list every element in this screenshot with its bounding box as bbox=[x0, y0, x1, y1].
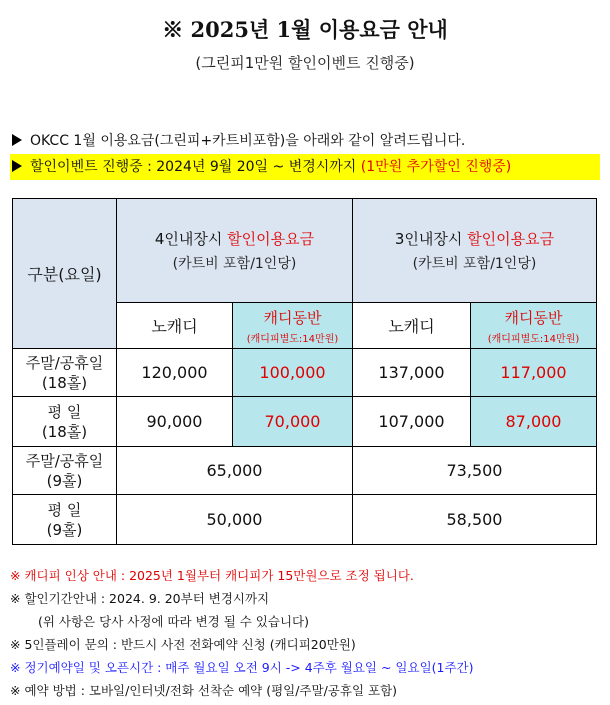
fee-table bbox=[12, 198, 597, 545]
price-cell: 100,000 bbox=[233, 349, 353, 397]
g3-no-caddie-header: 노캐디 bbox=[353, 303, 471, 349]
event-banner bbox=[10, 154, 600, 180]
g4-no-caddie-header: 노캐디 bbox=[117, 303, 233, 349]
group-4-header: 4인내장시 할인이용요금 (카트비 포함/1인당) bbox=[117, 199, 353, 303]
price-cell: 137,000 bbox=[353, 349, 471, 397]
note-5-player: ※ 5인플레이 문의 : 반드시 사전 전화예약 신청 (캐디피20만원) bbox=[10, 637, 356, 652]
triangle-bullet-icon bbox=[12, 160, 22, 172]
table-row bbox=[13, 349, 597, 397]
price-cell: 65,000 bbox=[117, 447, 353, 495]
triangle-bullet-icon bbox=[12, 134, 22, 146]
price-cell: 50,000 bbox=[117, 495, 353, 545]
g4-caddie-header: 캐디동반 (캐디피별도:14만원) bbox=[233, 303, 353, 349]
category-header: 구분(요일) bbox=[13, 199, 117, 349]
note-caddie-fee: ※ 캐디피 인상 안내 : 2025년 1월부터 캐디피가 15만원으로 조정 됩니다. bbox=[10, 568, 414, 583]
table-row bbox=[13, 447, 597, 495]
row-label: 주말/공휴일 (9홀) bbox=[13, 447, 117, 495]
row-label: 주말/공휴일 (18홀) bbox=[13, 349, 117, 397]
page-title: ※ 2025년 1월 이용요금 안내 bbox=[162, 17, 448, 42]
price-cell: 90,000 bbox=[117, 397, 233, 447]
row-label: 평 일 (9홀) bbox=[13, 495, 117, 545]
price-cell: 73,500 bbox=[353, 447, 597, 495]
price-cell: 87,000 bbox=[471, 397, 597, 447]
event-period: 할인이벤트 진행중 : 2024년 9월 20일 ~ 변경시까지 bbox=[30, 159, 357, 175]
price-cell: 117,000 bbox=[471, 349, 597, 397]
price-cell: 70,000 bbox=[233, 397, 353, 447]
price-cell: 107,000 bbox=[353, 397, 471, 447]
group-3-header: 3인내장시 할인이용요금 (카트비 포함/1인당) bbox=[353, 199, 597, 303]
event-discount: (1만원 추가할인 진행중) bbox=[360, 159, 512, 175]
note-disclaimer: (위 사항은 당사 사정에 따라 변경 될 수 있습니다) bbox=[38, 614, 309, 629]
note-reservation-method: ※ 예약 방법 : 모바일/인터넷/전화 선착순 예약 (평일/주말/공휴일 포함) bbox=[10, 683, 398, 698]
g3-caddie-header: 캐디동반 (캐디피별도:14만원) bbox=[471, 303, 597, 349]
note-discount-period: ※ 할인기간안내 : 2024. 9. 20부터 변경시까지 bbox=[10, 591, 270, 606]
intro-line bbox=[12, 130, 465, 150]
note-reservation-open: ※ 정기예약일 및 오픈시간 : 매주 월요일 오전 9시 -> 4주후 월요일 ~ 일요일(1주간) bbox=[10, 660, 474, 675]
intro-text: OKCC 1월 이용요금(그린피+카트비포함)을 아래와 같이 알려드립니다. bbox=[30, 133, 466, 149]
table-row bbox=[13, 397, 597, 447]
table-row bbox=[13, 495, 597, 545]
notes-list bbox=[10, 564, 474, 702]
price-cell: 58,500 bbox=[353, 495, 597, 545]
page-subtitle: (그린피1만원 할인이벤트 진행중) bbox=[195, 54, 415, 72]
price-cell: 120,000 bbox=[117, 349, 233, 397]
row-label: 평 일 (18홀) bbox=[13, 397, 117, 447]
